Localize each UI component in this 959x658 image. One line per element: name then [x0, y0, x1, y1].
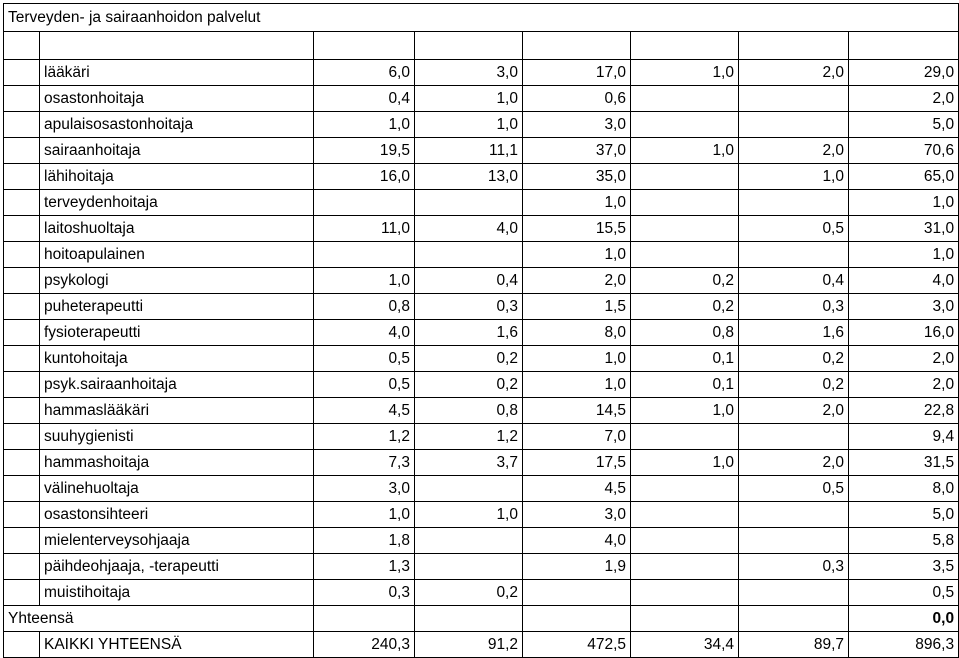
value-cell-col-4[interactable]	[631, 580, 739, 606]
value-cell-col-1[interactable]	[314, 242, 415, 268]
spreadsheet	[3, 3, 959, 655]
table-row	[4, 320, 959, 346]
value-cell-col-3[interactable]: 0,6	[523, 86, 631, 112]
value-cell-col-1[interactable]: 1,8	[314, 528, 415, 554]
value-cell-col-2[interactable]	[415, 528, 523, 554]
value-cell-col-4[interactable]: 34,4	[631, 632, 739, 658]
table-row	[4, 372, 959, 398]
value-cell-col-2[interactable]: 13,0	[415, 164, 523, 190]
value-cell-col-2[interactable]	[415, 606, 523, 632]
value-cell-col-5[interactable]: 0,2	[739, 346, 849, 372]
value-cell-col-2[interactable]: 1,6	[415, 320, 523, 346]
row-indent-cell[interactable]	[4, 268, 40, 294]
value-cell-col-2[interactable]: 1,0	[415, 112, 523, 138]
value-cell-col-1[interactable]: 16,0	[314, 164, 415, 190]
table-row	[4, 346, 959, 372]
table-row-label[interactable]: osastonsihteeri	[40, 502, 314, 528]
sheet-title[interactable]: Terveyden- ja sairaanhoidon palvelut	[4, 4, 959, 32]
table-row-label[interactable]: puheterapeutti	[40, 294, 314, 320]
value-cell-col-5[interactable]	[739, 502, 849, 528]
value-cell-col-3[interactable]: 8,0	[523, 320, 631, 346]
value-cell-col-4[interactable]	[631, 476, 739, 502]
table-row	[4, 86, 959, 112]
value-cell-col-2[interactable]: 91,2	[415, 632, 523, 658]
value-cell-col-5[interactable]	[739, 424, 849, 450]
value-cell-col-1[interactable]: 7,3	[314, 450, 415, 476]
table-row	[4, 190, 959, 216]
value-cell-col-1[interactable]	[314, 606, 415, 632]
table-row	[4, 138, 959, 164]
table-row-label[interactable]: mielenterveysohjaaja	[40, 528, 314, 554]
value-cell-col-5[interactable]	[739, 112, 849, 138]
value-cell-col-2[interactable]: 3,0	[415, 60, 523, 86]
table-row	[4, 450, 959, 476]
value-cell-col-5[interactable]: 2,0	[739, 450, 849, 476]
value-cell-col-6[interactable]: 0,0	[849, 606, 959, 632]
value-cell-col-1[interactable]: 1,3	[314, 554, 415, 580]
blank-cell[interactable]	[523, 32, 631, 60]
value-cell-col-5[interactable]: 1,0	[739, 164, 849, 190]
value-cell-col-1[interactable]: 0,8	[314, 294, 415, 320]
value-cell-col-2[interactable]: 1,0	[415, 502, 523, 528]
table-row-label[interactable]: psykologi	[40, 268, 314, 294]
value-cell-col-6[interactable]: 2,0	[849, 86, 959, 112]
value-cell-col-6[interactable]: 2,0	[849, 346, 959, 372]
blank-cell[interactable]	[4, 32, 40, 60]
table-row-label[interactable]: fysioterapeutti	[40, 320, 314, 346]
table-row	[4, 502, 959, 528]
value-cell-col-2[interactable]: 0,2	[415, 346, 523, 372]
table-row-label[interactable]: psyk.sairaanhoitaja	[40, 372, 314, 398]
value-cell-col-1[interactable]: 19,5	[314, 138, 415, 164]
table-row-label[interactable]: apulaisosastonhoitaja	[40, 112, 314, 138]
value-cell-col-1[interactable]: 4,0	[314, 320, 415, 346]
value-cell-col-5[interactable]: 0,3	[739, 554, 849, 580]
value-cell-col-1[interactable]: 11,0	[314, 216, 415, 242]
subtotal-row-label[interactable]: Yhteensä	[4, 606, 314, 632]
table-row-label[interactable]: osastonhoitaja	[40, 86, 314, 112]
value-cell-col-1[interactable]: 1,0	[314, 502, 415, 528]
value-cell-col-5[interactable]: 2,0	[739, 138, 849, 164]
value-cell-col-5[interactable]	[739, 528, 849, 554]
value-cell-col-4[interactable]: 1,0	[631, 60, 739, 86]
row-indent-cell[interactable]	[4, 580, 40, 606]
row-indent-cell[interactable]	[4, 190, 40, 216]
row-indent-cell[interactable]	[4, 112, 40, 138]
value-cell-col-5[interactable]: 0,4	[739, 268, 849, 294]
table-row-label[interactable]: lääkäri	[40, 60, 314, 86]
table-row	[4, 268, 959, 294]
table-row	[4, 294, 959, 320]
value-cell-col-1[interactable]: 6,0	[314, 60, 415, 86]
value-cell-col-4[interactable]	[631, 528, 739, 554]
value-cell-col-5[interactable]	[739, 242, 849, 268]
value-cell-col-4[interactable]: 1,0	[631, 398, 739, 424]
value-cell-col-4[interactable]	[631, 86, 739, 112]
value-cell-col-3[interactable]: 1,0	[523, 346, 631, 372]
value-cell-col-4[interactable]: 1,0	[631, 138, 739, 164]
value-cell-col-3[interactable]: 1,0	[523, 372, 631, 398]
value-cell-col-6[interactable]: 4,0	[849, 268, 959, 294]
value-cell-col-2[interactable]	[415, 190, 523, 216]
value-cell-col-2[interactable]: 4,0	[415, 216, 523, 242]
value-cell-col-4[interactable]	[631, 216, 739, 242]
value-cell-col-6[interactable]: 5,0	[849, 112, 959, 138]
value-cell-col-2[interactable]: 0,3	[415, 294, 523, 320]
blank-cell[interactable]	[631, 32, 739, 60]
value-cell-col-4[interactable]	[631, 554, 739, 580]
value-cell-col-1[interactable]	[314, 190, 415, 216]
table-row-label[interactable]: sairaanhoitaja	[40, 138, 314, 164]
value-cell-col-5[interactable]	[739, 606, 849, 632]
value-cell-col-1[interactable]: 1,0	[314, 112, 415, 138]
blank-cell[interactable]	[314, 32, 415, 60]
blank-cell[interactable]	[40, 32, 314, 60]
value-cell-col-6[interactable]: 5,8	[849, 528, 959, 554]
row-indent-cell[interactable]	[4, 216, 40, 242]
table-row-label[interactable]: välinehuoltaja	[40, 476, 314, 502]
value-cell-col-5[interactable]: 2,0	[739, 398, 849, 424]
table-row	[4, 216, 959, 242]
row-indent-cell[interactable]	[4, 372, 40, 398]
row-indent-cell[interactable]	[4, 60, 40, 86]
value-cell-col-6[interactable]: 1,0	[849, 190, 959, 216]
row-indent-cell[interactable]	[4, 346, 40, 372]
row-indent-cell[interactable]	[4, 502, 40, 528]
table-row-label[interactable]: suuhygienisti	[40, 424, 314, 450]
value-cell-col-4[interactable]: 0,8	[631, 320, 739, 346]
value-cell-col-3[interactable]: 472,5	[523, 632, 631, 658]
value-cell-col-1[interactable]: 0,3	[314, 580, 415, 606]
value-cell-col-3[interactable]: 1,0	[523, 242, 631, 268]
value-cell-col-1[interactable]: 240,3	[314, 632, 415, 658]
value-cell-col-2[interactable]	[415, 554, 523, 580]
value-cell-col-2[interactable]: 0,4	[415, 268, 523, 294]
row-indent-cell[interactable]	[4, 554, 40, 580]
table-row	[4, 60, 959, 86]
table-row-label[interactable]: hammashoitaja	[40, 450, 314, 476]
table-row	[4, 476, 959, 502]
value-cell-col-4[interactable]	[631, 242, 739, 268]
value-cell-col-4[interactable]: 1,0	[631, 450, 739, 476]
value-cell-col-1[interactable]: 0,5	[314, 372, 415, 398]
row-indent-cell[interactable]	[4, 138, 40, 164]
grand-total-row-label[interactable]: KAIKKI YHTEENSÄ	[40, 632, 314, 658]
grand-total-row	[4, 632, 959, 658]
row-indent-cell[interactable]	[4, 476, 40, 502]
row-indent-cell[interactable]	[4, 164, 40, 190]
value-cell-col-3[interactable]: 3,0	[523, 502, 631, 528]
value-cell-col-3[interactable]: 1,0	[523, 190, 631, 216]
value-cell-col-5[interactable]: 0,3	[739, 294, 849, 320]
value-cell-col-6[interactable]: 65,0	[849, 164, 959, 190]
value-cell-col-4[interactable]: 0,2	[631, 268, 739, 294]
value-cell-col-6[interactable]: 29,0	[849, 60, 959, 86]
value-cell-col-2[interactable]	[415, 476, 523, 502]
value-cell-col-4[interactable]	[631, 190, 739, 216]
row-indent-cell[interactable]	[4, 632, 40, 658]
table-row	[4, 398, 959, 424]
value-cell-col-4[interactable]	[631, 424, 739, 450]
staff-table	[3, 3, 959, 658]
blank-cell[interactable]	[849, 32, 959, 60]
value-cell-col-6[interactable]: 8,0	[849, 476, 959, 502]
value-cell-col-3[interactable]	[523, 580, 631, 606]
value-cell-col-1[interactable]: 0,5	[314, 346, 415, 372]
value-cell-col-4[interactable]: 0,1	[631, 372, 739, 398]
row-indent-cell[interactable]	[4, 450, 40, 476]
value-cell-col-3[interactable]: 3,0	[523, 112, 631, 138]
value-cell-col-4[interactable]: 0,1	[631, 346, 739, 372]
row-indent-cell[interactable]	[4, 86, 40, 112]
blank-cell[interactable]	[415, 32, 523, 60]
value-cell-col-6[interactable]: 3,5	[849, 554, 959, 580]
value-cell-col-1[interactable]: 1,2	[314, 424, 415, 450]
table-row-label[interactable]: päihdeohjaaja, -terapeutti	[40, 554, 314, 580]
value-cell-col-6[interactable]: 1,0	[849, 242, 959, 268]
value-cell-col-4[interactable]: 0,2	[631, 294, 739, 320]
table-row	[4, 554, 959, 580]
value-cell-col-6[interactable]: 70,6	[849, 138, 959, 164]
value-cell-col-6[interactable]: 0,5	[849, 580, 959, 606]
table-row	[4, 164, 959, 190]
value-cell-col-6[interactable]: 5,0	[849, 502, 959, 528]
value-cell-col-4[interactable]	[631, 502, 739, 528]
value-cell-col-4[interactable]	[631, 164, 739, 190]
value-cell-col-1[interactable]: 3,0	[314, 476, 415, 502]
value-cell-col-6[interactable]: 896,3	[849, 632, 959, 658]
value-cell-col-4[interactable]	[631, 606, 739, 632]
value-cell-col-2[interactable]: 0,2	[415, 372, 523, 398]
value-cell-col-3[interactable]: 2,0	[523, 268, 631, 294]
value-cell-col-5[interactable]	[739, 86, 849, 112]
value-cell-col-2[interactable]: 0,2	[415, 580, 523, 606]
value-cell-col-6[interactable]: 22,8	[849, 398, 959, 424]
value-cell-col-2[interactable]: 0,8	[415, 398, 523, 424]
table-row	[4, 528, 959, 554]
value-cell-col-6[interactable]: 2,0	[849, 372, 959, 398]
value-cell-col-3[interactable]: 1,5	[523, 294, 631, 320]
table-row-label[interactable]: lähihoitaja	[40, 164, 314, 190]
value-cell-col-2[interactable]: 3,7	[415, 450, 523, 476]
value-cell-col-3[interactable]: 17,5	[523, 450, 631, 476]
row-indent-cell[interactable]	[4, 242, 40, 268]
value-cell-col-3[interactable]: 14,5	[523, 398, 631, 424]
value-cell-col-3[interactable]: 15,5	[523, 216, 631, 242]
row-indent-cell[interactable]	[4, 320, 40, 346]
value-cell-col-5[interactable]: 0,2	[739, 372, 849, 398]
value-cell-col-6[interactable]: 3,0	[849, 294, 959, 320]
row-indent-cell[interactable]	[4, 294, 40, 320]
table-row	[4, 580, 959, 606]
value-cell-col-1[interactable]: 4,5	[314, 398, 415, 424]
table-row-label[interactable]: laitoshuoltaja	[40, 216, 314, 242]
value-cell-col-6[interactable]: 31,5	[849, 450, 959, 476]
value-cell-col-2[interactable]: 1,0	[415, 86, 523, 112]
value-cell-col-1[interactable]: 1,0	[314, 268, 415, 294]
value-cell-col-5[interactable]: 0,5	[739, 216, 849, 242]
value-cell-col-3[interactable]: 7,0	[523, 424, 631, 450]
value-cell-col-6[interactable]: 16,0	[849, 320, 959, 346]
table-row	[4, 112, 959, 138]
row-indent-cell[interactable]	[4, 424, 40, 450]
value-cell-col-5[interactable]: 2,0	[739, 60, 849, 86]
value-cell-col-3[interactable]: 1,9	[523, 554, 631, 580]
value-cell-col-3[interactable]: 35,0	[523, 164, 631, 190]
value-cell-col-3[interactable]: 4,5	[523, 476, 631, 502]
table-row-label[interactable]: muistihoitaja	[40, 580, 314, 606]
blank-row	[4, 32, 959, 60]
value-cell-col-3[interactable]: 17,0	[523, 60, 631, 86]
value-cell-col-2[interactable]	[415, 242, 523, 268]
value-cell-col-2[interactable]: 1,2	[415, 424, 523, 450]
value-cell-col-6[interactable]: 9,4	[849, 424, 959, 450]
value-cell-col-5[interactable]: 89,7	[739, 632, 849, 658]
table-row	[4, 424, 959, 450]
value-cell-col-5[interactable]: 0,5	[739, 476, 849, 502]
table-row-label[interactable]: hoitoapulainen	[40, 242, 314, 268]
value-cell-col-2[interactable]: 11,1	[415, 138, 523, 164]
table-row-label[interactable]: hammaslääkäri	[40, 398, 314, 424]
value-cell-col-5[interactable]: 1,6	[739, 320, 849, 346]
table-row-label[interactable]: terveydenhoitaja	[40, 190, 314, 216]
table-row-label[interactable]: kuntohoitaja	[40, 346, 314, 372]
row-indent-cell[interactable]	[4, 528, 40, 554]
value-cell-col-4[interactable]	[631, 112, 739, 138]
value-cell-col-5[interactable]	[739, 580, 849, 606]
value-cell-col-3[interactable]: 4,0	[523, 528, 631, 554]
value-cell-col-6[interactable]: 31,0	[849, 216, 959, 242]
value-cell-col-1[interactable]: 0,4	[314, 86, 415, 112]
table-row	[4, 242, 959, 268]
subtotal-row	[4, 606, 959, 632]
value-cell-col-5[interactable]	[739, 190, 849, 216]
title-row	[4, 4, 959, 32]
value-cell-col-3[interactable]	[523, 606, 631, 632]
blank-cell[interactable]	[739, 32, 849, 60]
value-cell-col-3[interactable]: 37,0	[523, 138, 631, 164]
row-indent-cell[interactable]	[4, 398, 40, 424]
